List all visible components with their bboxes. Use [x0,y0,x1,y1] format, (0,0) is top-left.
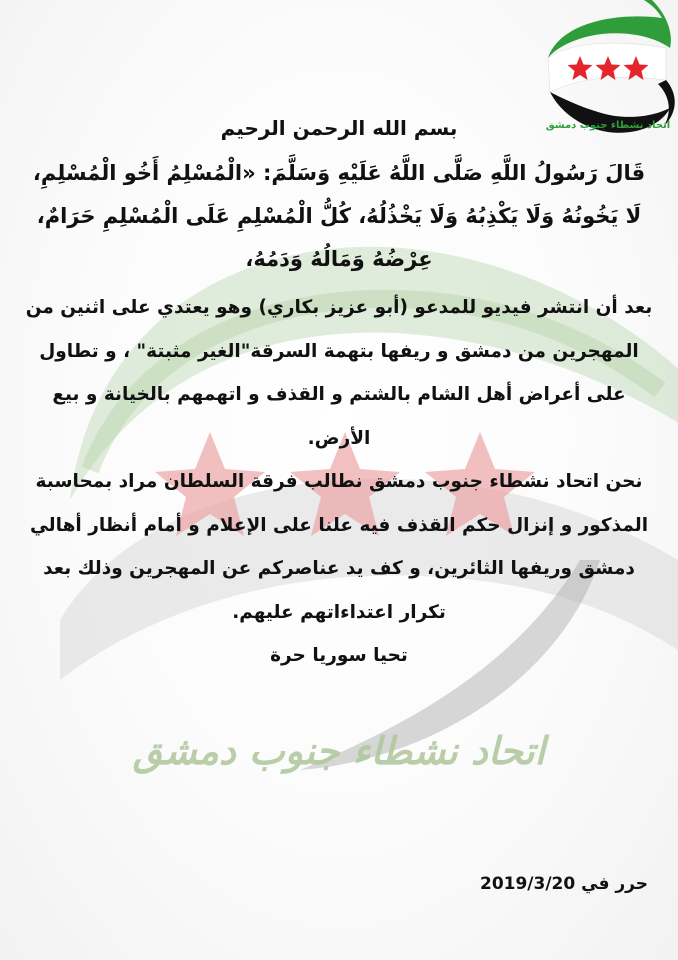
issue-date-line [468,874,648,894]
paragraph-demands: نحن اتحاد نشطاء جنوب دمشق نطالب فرقة السلطان مراد بمحاسبة المذكور و إنزال حكم القذف فيه علنا على الإعلام و أمام أنظار أهالي دمشق وريفها الثائرين، و كف يد عناصركم عن المهجرين وذلك بعد تكرار اعتداءاتهم عليهم. [29,471,649,623]
paragraph-incident: بعد أن انتشر فيديو للمدعو (أبو عزيز بكاري) وهو يعتدي على اثنين من المهجرين من دمشق و ريفها بتهمة السرقة"الغير مثبتة" ، و تطاول على أعراض أهل الشام بالشتم و القذف و اتهمهم بالخيانة و بيع الأرض. [25,297,653,449]
closing-slogan: تحيا سوريا حرة [270,645,408,666]
hadith-quote: قَالَ رَسُولُ اللَّهِ صَلَّى اللَّهُ عَلَيْهِ وَسَلَّمَ: «الْمُسْلِمُ أَخُو الْمُسْلِمِ، لَا يَخُونُهُ وَلَا يَكْذِبُهُ وَلَا يَخْذُلُهُ، كُلُّ الْمُسْلِمِ عَلَى الْمُسْلِمِ حَرَامٌ، عِرْضُهُ وَمَالُهُ وَدَمُهُ، [32,161,646,271]
logo-caption: اتحاد نشطاء جنوب دمشق [545,120,671,131]
statement-body [18,286,660,678]
issue-date: 2019/3/20 [479,874,576,894]
basmala-heading: بسم الله الرحمن الرحيم [220,116,458,140]
date-prefix: حرر في [581,874,648,894]
union-signature: اتحاد نشطاء جنوب دمشق [132,728,546,773]
